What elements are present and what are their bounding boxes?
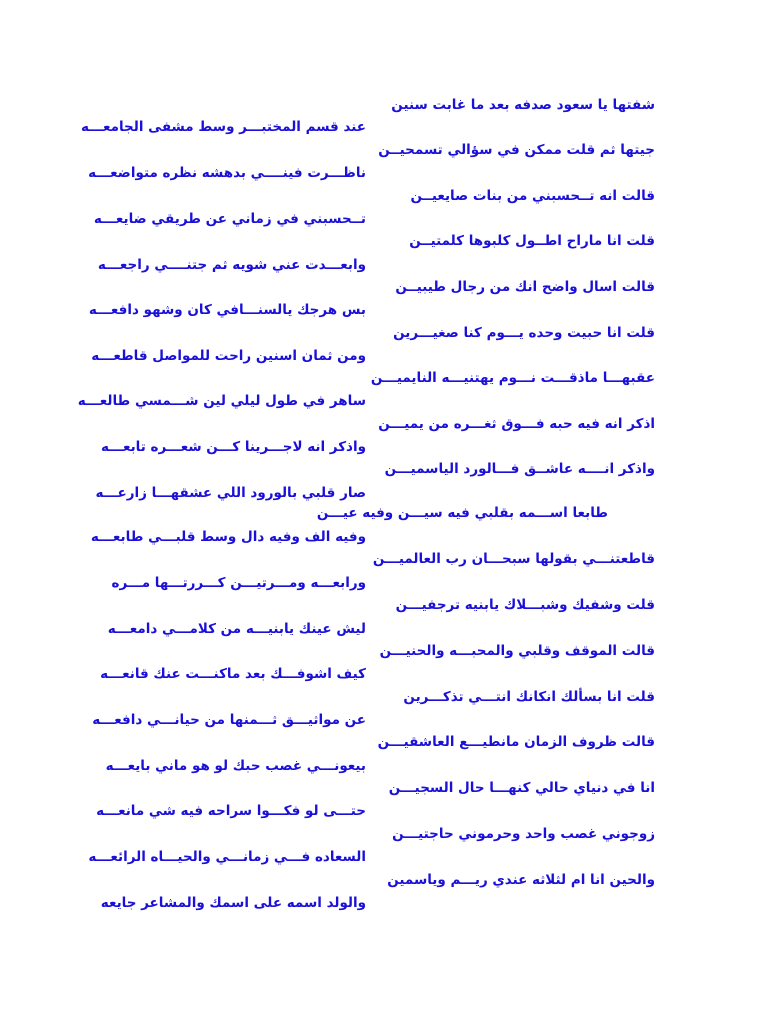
poem-line: بيعونـــي غصب حبك لو هو ماني بايعـــه bbox=[105, 758, 366, 774]
poem-line: قلت وشفيك وشبـــلاك يابنيه ترجفيـــن bbox=[395, 597, 655, 613]
poem-line: انا في دنياي حالي كنهـــا حال السجيـــن bbox=[388, 780, 655, 796]
poem-line: كيف اشوفـــك بعد ماكنـــت عنك قانعـــه bbox=[100, 666, 366, 682]
poem-line: والولد اسمه على اسمك والمشاعر جايعه bbox=[100, 895, 366, 911]
poem-line: عن مواثيـــق ثـــمنها من حيانـــي دافعـــه bbox=[92, 712, 366, 728]
poem-line: جيتها ثم قلت ممكن في سؤالي تسمحيــن bbox=[378, 142, 655, 158]
poem-line: وفيه الف وفيه دال وسط قلبـــي طابعـــه bbox=[90, 529, 366, 545]
poem-line: صار قلبي بالورود اللي عشقهـــا زارعـــه bbox=[95, 485, 366, 501]
poem-line: وابعـــدت عني شويه ثم جتنــــي راجعـــه bbox=[97, 257, 366, 273]
poem-line: السعاده فـــي زمانـــي والحيـــاه الرائعـــه bbox=[88, 849, 366, 865]
poem-line: قلت انا حبيت وحده يـــوم كنا صغيـــرين bbox=[393, 325, 655, 341]
poem-line: ورابعـــه ومـــرتيـــن كـــررتـــها مـــره bbox=[111, 575, 366, 591]
poem-line: قالت انه تــحسبني من بنات صايعيــن bbox=[410, 188, 655, 204]
poem-line: شفتها يا سعود صدفه بعد ما غابت سنين bbox=[391, 97, 655, 113]
poem-line: طابعا اســـمه بقلبي فيه سيـــن وفيه عيـــن bbox=[316, 505, 608, 521]
poem-line: واذكر انه لاجـــرينا كـــن شعـــره تابعـــه bbox=[100, 439, 366, 455]
poem-line: والحين انا ام لثلاثه عندي ريـــم وياسمين bbox=[387, 872, 655, 888]
poem-line: تــحسبني في زماني عن طريقي ضايعـــه bbox=[93, 211, 366, 227]
poem-line: قاطعتنـــي بقولها سبحـــان رب العالميـــن bbox=[372, 551, 655, 567]
poem-line: عند قسم المختبـــر وسط مشفى الجامعـــه bbox=[80, 119, 366, 135]
poem-line: قالت اسال واضح انك من رجال طيبيــن bbox=[395, 279, 655, 295]
poem-line: ناظـــرت فينــــي بدهشه نظره متواضعـــه bbox=[88, 165, 366, 181]
poem-line: زوجوني غصب واحد وحرموني حاجتيـــن bbox=[392, 826, 655, 842]
poem-line: قالت الموقف وقلبي والمحبـــه والحنيـــن bbox=[379, 643, 655, 659]
poem-line: ومن ثمان اسنين راحت للمواصل قاطعـــه bbox=[91, 348, 366, 364]
poem-line: ليش عينك يابنيـــه من كلامـــي دامعـــه bbox=[107, 621, 366, 637]
poem-line: قلت انا ماراح اطــول كلبوها كلمتيــن bbox=[409, 233, 655, 249]
poem-line: عقبهـــا ماذقـــت نـــوم يهتنيـــه النايميـــن bbox=[370, 370, 655, 386]
poem-line: بس هرجك يالسنـــافي كان وشهو دافعـــه bbox=[88, 302, 366, 318]
poem-line: اذكر انه فيه حبه فـــوق ثغـــره من يميـــن bbox=[378, 416, 655, 432]
poem-line: ساهر في طول ليلي لين شـــمسي طالعـــه bbox=[77, 393, 366, 409]
poem-line: قلت انا بسألك انكانك انتـــي تذكـــرين bbox=[403, 689, 655, 705]
poem-line: قالت ظروف الزمان مانطيـــع العاشقيـــن bbox=[377, 734, 655, 750]
poem-line: حتـــى لو فكـــوا سراحه فيه شي مانعـــه bbox=[96, 803, 366, 819]
poem-line: واذكر انــــه عاشــق فـــالورد الياسميـــن bbox=[384, 461, 655, 477]
